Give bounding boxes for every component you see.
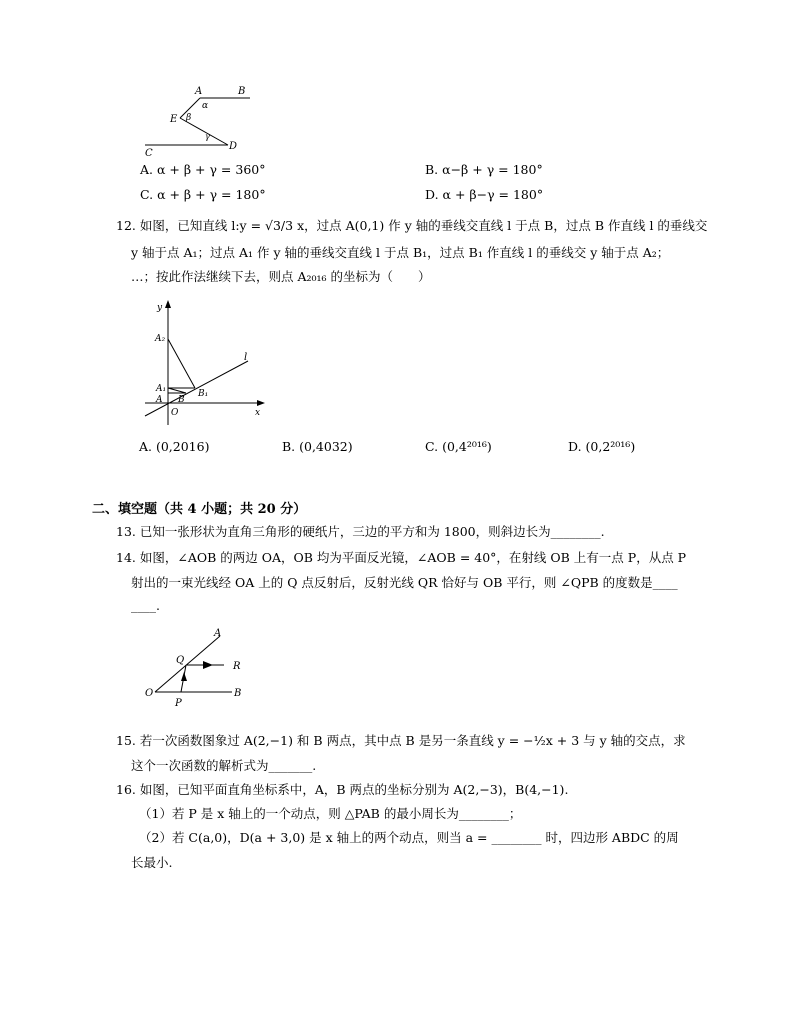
q11-option-a: A. α + β + γ = 360° [140, 162, 266, 177]
q12-line-1: 12. 如图，已知直线 l:y = √3/3 x，过点 A(0,1) 作 y 轴的垂线交直线 l 于点 B，过点 B 作直线 l 的垂线交 [116, 218, 708, 233]
section-2-title: 二、填空题（共 4 小题；共 20 分） [92, 502, 307, 517]
q14-line-3: ____. [131, 598, 160, 613]
fig12-label-B: B [178, 395, 185, 405]
fig11-label-beta: β [186, 113, 192, 123]
fig11-label-alpha: α [202, 101, 209, 111]
q16-line-3: （2）若 C(a,0)，D(a + 3,0) 是 x 轴上的两个动点，则当 a = ________ 时，四边形 ABDC 的周 [139, 830, 679, 845]
q12-line-3: …；按此作法继续下去，则点 A₂₀₁₆ 的坐标为（ ） [131, 269, 431, 284]
q16-line-1: 16. 如图，已知平面直角坐标系中，A，B 两点的坐标分别为 A(2,−3)，B(4,−1). [116, 782, 569, 797]
fig12-label-B1: B₁ [198, 389, 209, 399]
fig11-label-A: A [195, 86, 203, 97]
q12-option-a: A. (0,2016) [139, 439, 210, 454]
fig11-label-C: C [145, 148, 153, 159]
q16-line-2: （1）若 P 是 x 轴上的一个动点，则 △PAB 的最小周长为________； [139, 806, 522, 821]
fig12-label-x: x [255, 408, 261, 418]
q16-line-4: 长最小. [131, 855, 173, 870]
fig14-label-A: A [214, 628, 222, 639]
fig11-label-E: E [170, 114, 178, 125]
fig12-label-A1: A₁ [156, 384, 167, 394]
fig14-label-R: R [233, 661, 241, 672]
fig12-label-A: A [156, 395, 163, 405]
q12-option-c: C. (0,4²⁰¹⁶) [425, 439, 492, 454]
q11-option-c: C. α + β + γ = 180° [140, 187, 266, 202]
q12-option-d: D. (0,2²⁰¹⁶) [568, 439, 636, 454]
fig12-label-l: l [244, 352, 248, 363]
fig14-label-O: O [145, 688, 154, 699]
fig11-label-gamma: γ [205, 132, 210, 141]
q12-option-b: B. (0,4032) [282, 439, 353, 454]
fig12-label-A2: A₂ [155, 334, 166, 344]
q15-line-2: 这个一次函数的解析式为_______. [131, 758, 317, 773]
q14-line-2: 射出的一束光线经 OA 上的 Q 点反射后，反射光线 QR 恰好与 OB 平行，则 ∠QPB 的度数是____ [131, 575, 678, 590]
q11-option-b: B. α−β + γ = 180° [425, 162, 543, 177]
fig11-label-D: D [229, 141, 238, 152]
q12-line-2: y 轴于点 A₁；过点 A₁ 作 y 轴的垂线交直线 l 于点 B₁，过点 B₁ 作直线 l 的垂线交 y 轴于点 A₂； [131, 245, 670, 260]
fig11-label-B: B [238, 86, 246, 97]
q15-line-1: 15. 若一次函数图象过 A(2,−1) 和 B 两点，其中点 B 是另一条直线 y = −½x + 3 与 y 轴的交点，求 [116, 733, 686, 748]
q13-line-1: 13. 已知一张形状为直角三角形的硬纸片，三边的平方和为 1800，则斜边长为________. [116, 524, 605, 539]
fig12-label-O: O [171, 408, 179, 418]
fig14-label-Q: Q [176, 655, 185, 666]
fig12-label-y: y [157, 303, 163, 313]
q14-line-1: 14. 如图，∠AOB 的两边 OA，OB 均为平面反光镜，∠AOB = 40°，在射线 OB 上有一点 P，从点 P [116, 550, 687, 565]
fig14-label-B: B [234, 688, 242, 699]
fig14-label-P: P [175, 698, 182, 709]
q11-option-d: D. α + β−γ = 180° [425, 187, 544, 202]
